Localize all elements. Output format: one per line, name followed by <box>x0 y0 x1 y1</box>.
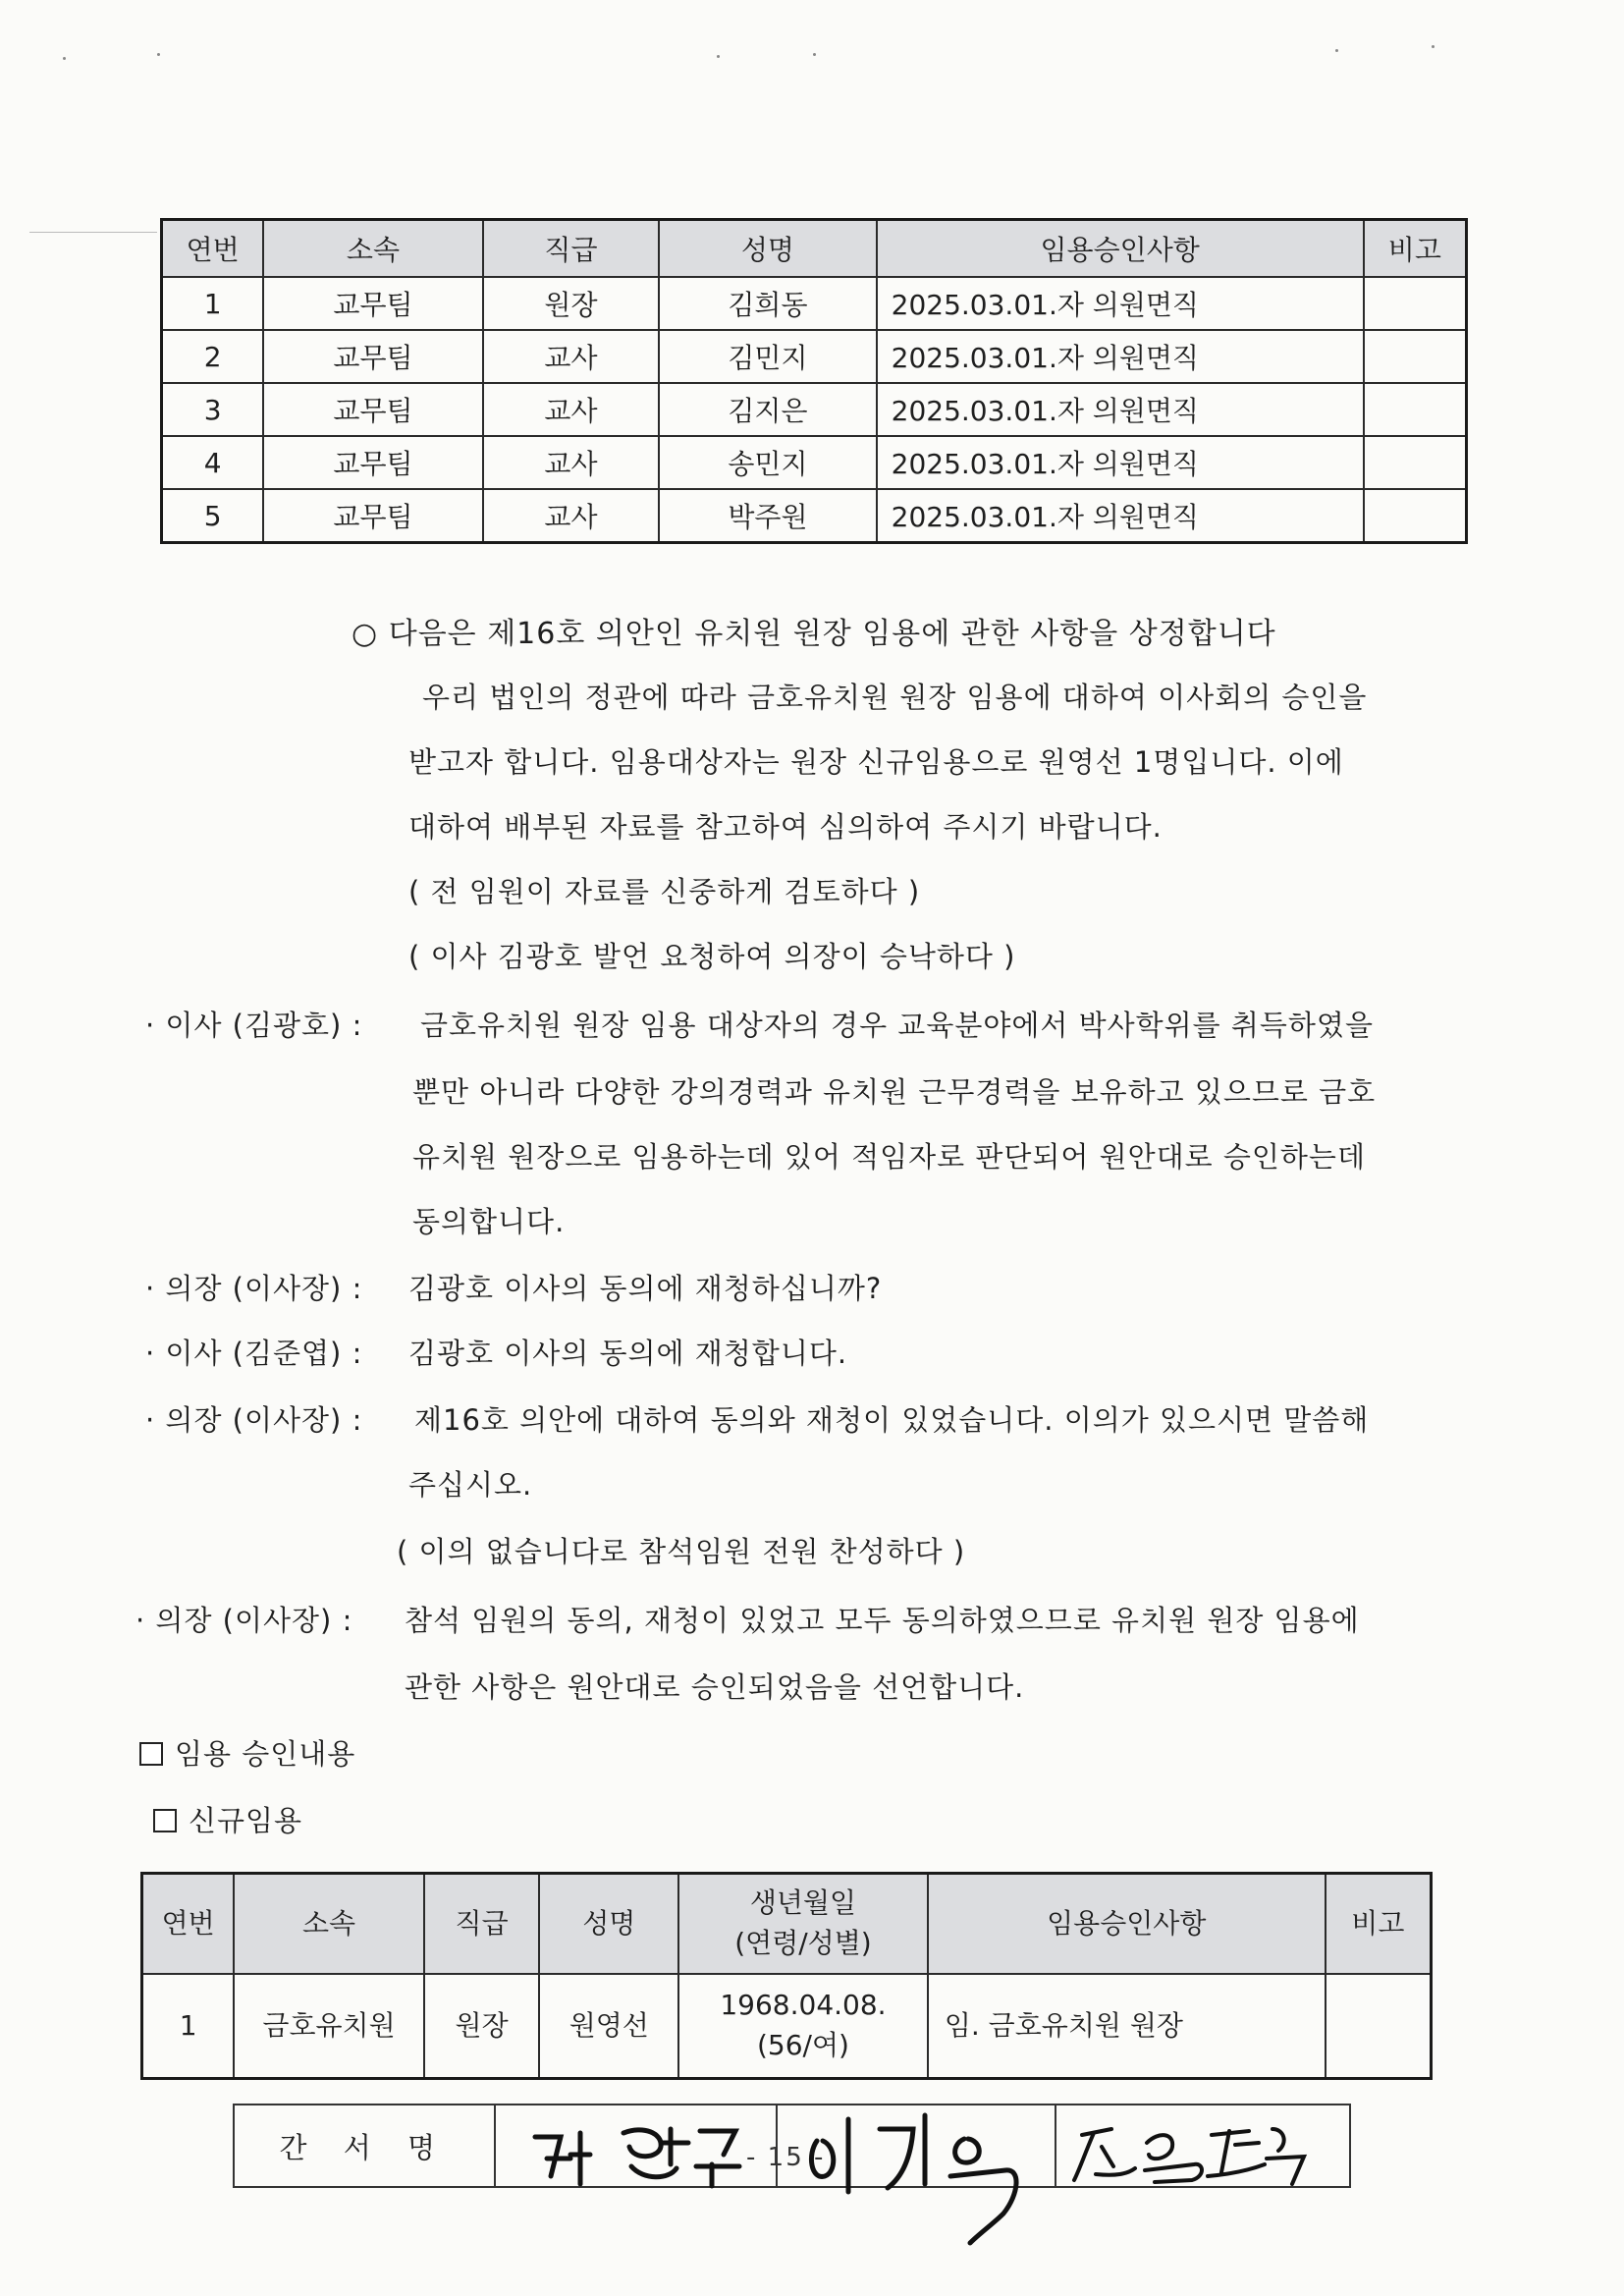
header-no: 연번 <box>162 220 264 278</box>
header-dept: 소속 <box>263 220 482 278</box>
header-note: 비고 <box>1364 220 1467 278</box>
header-rank: 직급 <box>424 1874 540 1975</box>
cell-name: 김지은 <box>659 383 876 436</box>
cell-name: 박주원 <box>659 489 876 543</box>
cell-name: 송민지 <box>659 436 876 489</box>
cell-matter: 2025.03.01.자 의원면직 <box>877 489 1364 543</box>
signature-label: 간 서 명 <box>235 2105 496 2186</box>
header-rank: 직급 <box>483 220 660 278</box>
cell-dept: 교무팀 <box>263 277 482 330</box>
speech-line: 참석 임원의 동의, 재청이 있었고 모두 동의하였으므로 유치원 원장 임용에 <box>405 1604 1360 1637</box>
cell-no: 4 <box>162 436 264 489</box>
cell-no: 5 <box>162 489 264 543</box>
section-heading <box>139 1732 355 1773</box>
agenda-title: ○ 다음은 제16호 의안인 유치원 원장 임용에 관한 사항을 상정합니다 <box>352 617 1276 651</box>
header-matter: 임용승인사항 <box>928 1874 1326 1975</box>
speaker-label: · 의장 (이사장) : <box>135 1604 353 1637</box>
cell-matter: 2025.03.01.자 의원면직 <box>877 330 1364 383</box>
cell-note <box>1364 330 1467 383</box>
speech-line: 제16호 의안에 대하여 동의와 재청이 있었습니다. 이의가 있으시면 말씀해 <box>414 1403 1370 1437</box>
cell-no: 1 <box>162 277 264 330</box>
cell-birth-date: 1968.04.08. <box>720 1989 887 2022</box>
speech-line: 동의합니다. <box>412 1205 566 1238</box>
subsection-heading <box>153 1799 302 1839</box>
cell-note <box>1364 277 1467 330</box>
table-header-row <box>162 220 1467 278</box>
header-birth <box>678 1874 928 1975</box>
cell-dept: 교무팀 <box>263 330 482 383</box>
cell-matter: 2025.03.01.자 의원면직 <box>877 383 1364 436</box>
header-matter: 임용승인사항 <box>877 220 1364 278</box>
speech-line: 뿐만 아니라 다양한 강의경력과 유치원 근무경력을 보유하고 있으므로 금호 <box>412 1075 1377 1109</box>
cell-matter: 임. 금호유치원 원장 <box>928 1974 1326 2079</box>
scan-speck <box>157 53 160 56</box>
cell-no: 1 <box>142 1974 235 2079</box>
header-dept: 소속 <box>234 1874 423 1975</box>
cell-rank: 교사 <box>483 330 660 383</box>
signature-3 <box>1056 2105 1349 2186</box>
cell-birth <box>678 1974 928 2079</box>
speech-line: 김광호 이사의 동의에 재청합니다. <box>408 1337 848 1370</box>
speech-line: 관한 사항은 원안대로 승인되었음을 선언합니다. <box>405 1670 1025 1704</box>
cell-note <box>1364 489 1467 543</box>
table-row <box>162 277 1467 330</box>
cell-dept: 금호유치원 <box>234 1974 423 2079</box>
speaker-label: · 이사 (김준엽) : <box>145 1337 363 1370</box>
stage-note: ( 이의 없습니다로 참석임원 전원 찬성하다 ) <box>397 1535 966 1568</box>
handwritten-signature-icon <box>496 2086 777 2204</box>
header-birth-line2: (연령/성별) <box>734 1927 872 1959</box>
speech-line: 주십시오. <box>408 1468 533 1502</box>
cell-name: 김희동 <box>659 277 876 330</box>
stage-note: ( 전 임원이 자료를 신중하게 검토하다 ) <box>408 875 921 908</box>
table-row <box>142 1974 1432 2079</box>
cell-note <box>1364 383 1467 436</box>
scan-speck <box>813 53 816 56</box>
cell-dept: 교무팀 <box>263 436 482 489</box>
cell-dept: 교무팀 <box>263 489 482 543</box>
cell-rank: 교사 <box>483 489 660 543</box>
cell-rank: 교사 <box>483 436 660 489</box>
cell-name: 원영선 <box>539 1974 678 2079</box>
stage-note: ( 이사 김광호 발언 요청하여 의장이 승낙하다 ) <box>408 940 1016 973</box>
scan-speck <box>717 55 720 58</box>
handwritten-signature-icon <box>1056 2086 1350 2204</box>
cell-matter: 2025.03.01.자 의원면직 <box>877 436 1364 489</box>
page-number: - 15 - <box>746 2143 826 2172</box>
cell-no: 3 <box>162 383 264 436</box>
speech-line: 금호유치원 원장 임용 대상자의 경우 교육분야에서 박사학위를 취득하였을 <box>420 1009 1374 1042</box>
cell-rank: 교사 <box>483 383 660 436</box>
cell-rank: 원장 <box>483 277 660 330</box>
table-row <box>162 330 1467 383</box>
header-no: 연번 <box>142 1874 235 1975</box>
scan-speck <box>1335 49 1338 52</box>
cell-note <box>1326 1974 1432 2079</box>
header-name: 성명 <box>539 1874 678 1975</box>
speech-line: 김광호 이사의 동의에 재청하십니까? <box>408 1272 883 1305</box>
section-heading-label: 임용 승인내용 <box>175 1737 356 1771</box>
table-row <box>162 489 1467 543</box>
header-note: 비고 <box>1326 1874 1432 1975</box>
intro-line: 받고자 합니다. 임용대상자는 원장 신규임용으로 원영선 1명입니다. 이에 <box>408 745 1344 779</box>
checkbox-icon <box>153 1809 177 1832</box>
signature-1 <box>496 2105 779 2186</box>
checkbox-icon <box>139 1742 163 1766</box>
cell-dept: 교무팀 <box>263 383 482 436</box>
header-birth-line1: 생년월일 <box>749 1886 857 1920</box>
cell-note <box>1364 436 1467 489</box>
speaker-label: · 의장 (이사장) : <box>145 1403 363 1437</box>
speech-line: 유치원 원장으로 임용하는데 있어 적임자로 판단되어 원안대로 승인하는데 <box>412 1140 1366 1174</box>
cell-age-sex: (56/여) <box>756 2029 849 2061</box>
resignation-table <box>160 218 1468 544</box>
table-header-row <box>142 1874 1432 1975</box>
cell-no: 2 <box>162 330 264 383</box>
speaker-label: · 이사 (김광호) : <box>145 1009 363 1042</box>
speaker-label: · 의장 (이사장) : <box>145 1272 363 1305</box>
table-row <box>162 383 1467 436</box>
cell-rank: 원장 <box>424 1974 540 2079</box>
scan-edge-line <box>29 232 157 233</box>
scan-speck <box>63 57 66 60</box>
intro-line: 우리 법인의 정관에 따라 금호유치원 원장 임용에 대하여 이사회의 승인을 <box>422 681 1368 714</box>
cell-matter: 2025.03.01.자 의원면직 <box>877 277 1364 330</box>
appointment-table <box>140 1872 1433 2080</box>
intro-line: 대하여 배부된 자료를 참고하여 심의하여 주시기 바랍니다. <box>408 810 1163 844</box>
header-name: 성명 <box>659 220 876 278</box>
table-row <box>162 436 1467 489</box>
subsection-heading-label: 신규임용 <box>189 1804 303 1837</box>
cell-name: 김민지 <box>659 330 876 383</box>
scan-speck <box>1432 45 1435 48</box>
